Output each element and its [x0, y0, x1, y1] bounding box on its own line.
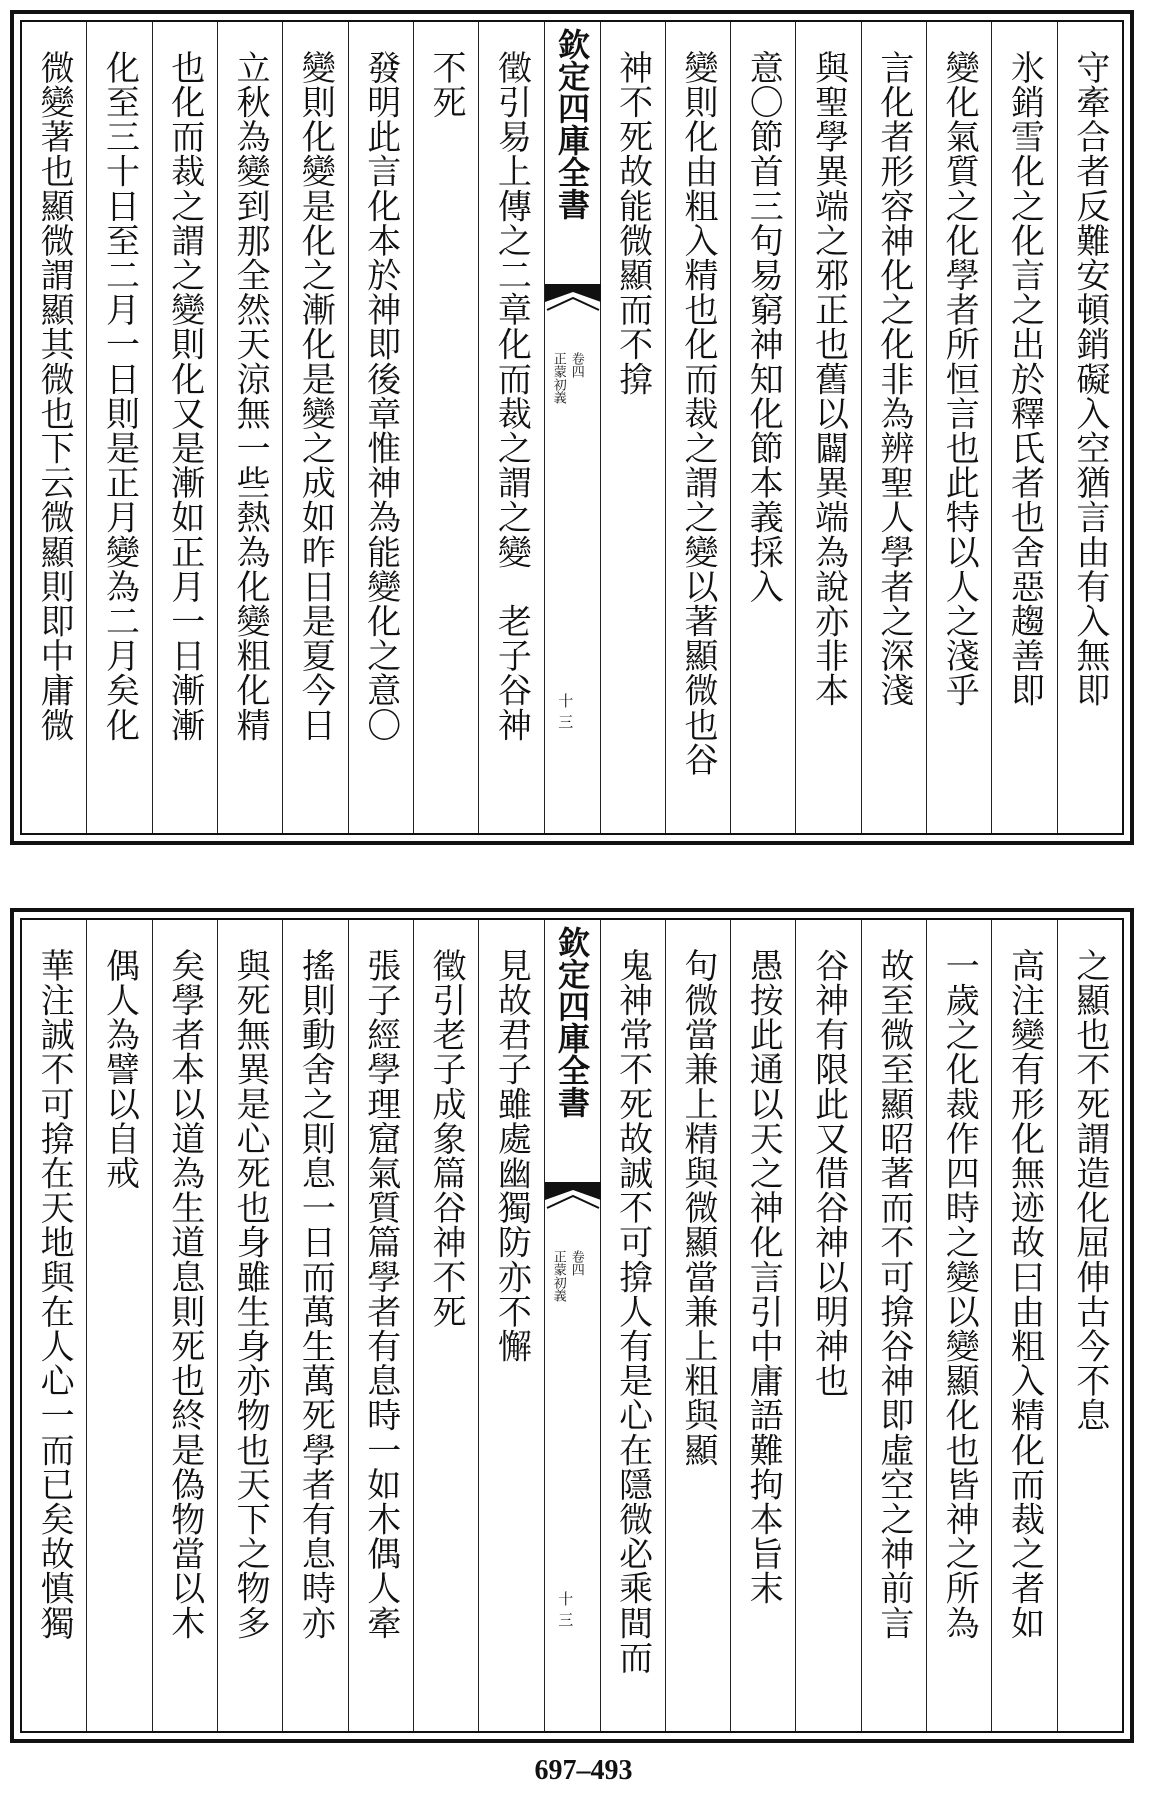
text-column [217, 920, 282, 1731]
column-text: 鬼神常不死故誠不可揜人有是心在隱微必乘間而 [612, 948, 653, 1675]
column-text: 故至微至顯昭著而不可揜谷神即虛空之神前言 [873, 948, 914, 1640]
column-text: 也化而裁之謂之變則化又是漸如正月一日漸漸 [164, 50, 205, 742]
bottom-text-columns [22, 920, 1122, 1731]
book-title: 欽定四庫全書 [553, 28, 591, 220]
text-column [861, 920, 926, 1731]
leaf-number: 十三 [558, 1590, 574, 1629]
column-text: 化至三十日至二月一日則是正月變為二月矣化 [99, 50, 140, 742]
text-column [413, 22, 478, 833]
fish-tail-mark-icon [545, 284, 601, 328]
column-text: 立秋為變到那全然天涼無一些熱為化變粗化精 [230, 50, 271, 742]
column-text: 谷神有限此又借谷神以明神也 [808, 948, 849, 1398]
column-text: 徵引易上傳之二章化而裁之謂之變 老子谷神 [491, 50, 532, 742]
column-text: 氷銷雪化之化言之出於釋氏者也舍惡趨善即 [1004, 50, 1045, 708]
fish-tail-mark-icon [545, 1182, 601, 1226]
column-text: 守牽合者反難安頓銷礙入空猶言由有入無即 [1069, 50, 1110, 708]
column-text: 言化者形容神化之化非為辨聖人學者之深淺 [873, 50, 914, 708]
text-column [413, 920, 478, 1731]
column-text: 徵引老子成象篇谷神不死 [426, 948, 467, 1329]
text-column [478, 22, 543, 833]
center-fold-column [544, 920, 600, 1731]
text-column [348, 920, 413, 1731]
text-column [86, 920, 151, 1731]
text-column [926, 920, 991, 1731]
top-page-frame [10, 10, 1134, 845]
volume-number: 卷四 [568, 1250, 584, 1276]
text-column [665, 920, 730, 1731]
text-column [1057, 920, 1122, 1731]
text-column [600, 22, 665, 833]
bottom-page-inner-border [20, 918, 1124, 1733]
text-column [348, 22, 413, 833]
column-text: 高注變有形化無迹故曰由粗入精化而裁之者如 [1004, 948, 1045, 1640]
text-column [926, 22, 991, 833]
column-text: 搖則動舍之則息一日而萬生萬死學者有息時亦 [295, 948, 336, 1640]
column-text: 張子經學理窟氣質篇學者有息時一如木偶人牽 [360, 948, 401, 1640]
column-text: 變則化變是化之漸化是變之成如昨日是夏今日 [295, 50, 336, 742]
text-column [478, 920, 543, 1731]
text-column [22, 920, 86, 1731]
column-text: 微變著也顯微謂顯其微也下云微顯則即中庸微 [34, 50, 75, 742]
column-text: 不死 [426, 50, 467, 120]
column-text: 與死無異是心死也身雖生身亦物也天下之物多 [230, 948, 271, 1640]
text-column [795, 22, 860, 833]
text-column [665, 22, 730, 833]
column-text: 神不死故能微顯而不揜 [612, 50, 653, 396]
text-column [217, 22, 282, 833]
text-column [991, 22, 1056, 833]
column-text: 偶人為譬以自戒 [99, 948, 140, 1191]
text-column [282, 22, 347, 833]
volume-title: 正蒙初義 [550, 352, 566, 404]
column-text: 變則化由粗入精也化而裁之謂之變以著顯微也谷 [677, 50, 718, 777]
bottom-page-frame [10, 908, 1134, 1743]
column-text: 句微當兼上精與微顯當兼上粗與顯 [677, 948, 718, 1467]
column-text: 之顯也不死謂造化屈伸古今不息 [1069, 948, 1110, 1433]
column-text: 華注誠不可揜在天地與在人心一而已矣故慎獨 [34, 948, 75, 1640]
column-text: 見故君子雖處幽獨防亦不懈 [491, 948, 532, 1364]
text-column [730, 920, 795, 1731]
text-column [600, 920, 665, 1731]
center-fold-column [544, 22, 600, 833]
text-column [22, 22, 86, 833]
volume-number: 卷四 [568, 352, 584, 378]
top-text-columns [22, 22, 1122, 833]
text-column [152, 22, 217, 833]
text-column [282, 920, 347, 1731]
text-column [861, 22, 926, 833]
column-text: 與聖學異端之邪正也舊以闢異端為說亦非本 [808, 50, 849, 708]
leaf-number: 十三 [558, 692, 574, 731]
column-text: 意〇節首三句易窮神知化節本義採入 [743, 50, 784, 604]
text-column [795, 920, 860, 1731]
column-text: 發明此言化本於神即後章惟神為能變化之意〇 [360, 50, 401, 742]
text-column [991, 920, 1056, 1731]
text-column [86, 22, 151, 833]
text-column [730, 22, 795, 833]
top-page-inner-border [20, 20, 1124, 835]
text-column [1057, 22, 1122, 833]
text-column [152, 920, 217, 1731]
column-text: 愚按此通以天之神化言引中庸語難拘本旨末 [743, 948, 784, 1606]
book-title: 欽定四庫全書 [553, 926, 591, 1118]
column-text: 矣學者本以道為生道息則死也終是偽物當以木 [164, 948, 205, 1640]
volume-title: 正蒙初義 [550, 1250, 566, 1302]
column-text: 一歲之化裁作四時之變以變顯化也皆神之所為 [939, 948, 980, 1640]
column-text: 變化氣質之化學者所恒言也此特以人之淺乎 [939, 50, 980, 708]
page-number: 697–493 [534, 1755, 633, 1786]
